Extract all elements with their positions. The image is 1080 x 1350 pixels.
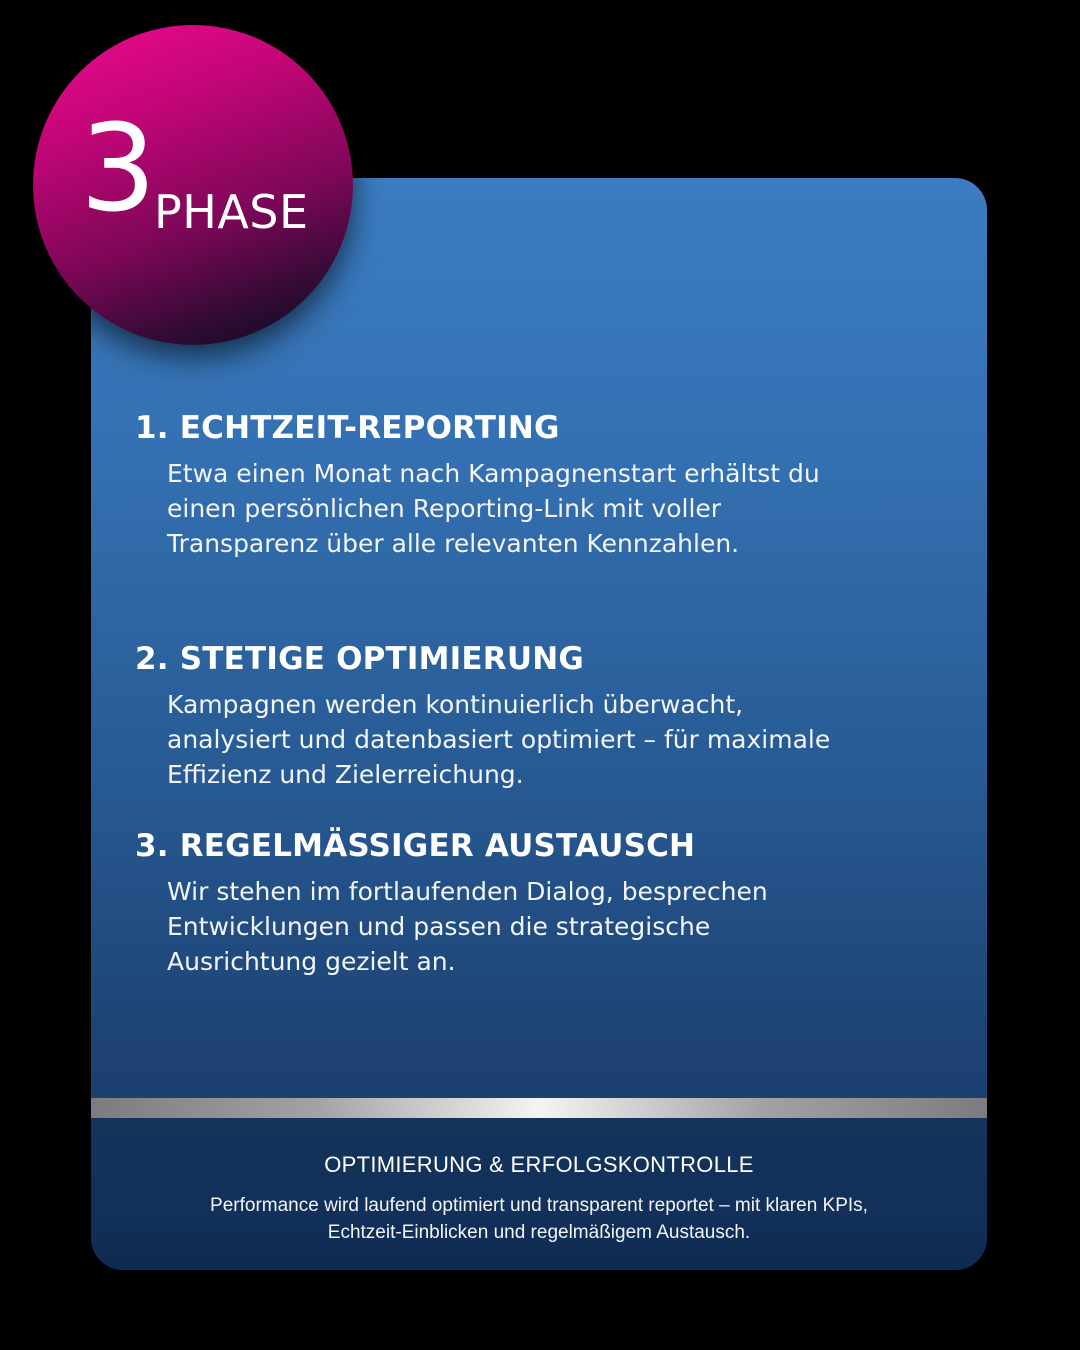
phase-badge xyxy=(33,25,353,345)
phase-label: PHASE xyxy=(154,185,309,239)
section-regelmaessiger-austausch xyxy=(135,826,857,979)
phase-card xyxy=(91,178,987,1270)
section-echtzeit-reporting xyxy=(135,408,857,561)
section-title: 2. STETIGE OPTIMIERUNG xyxy=(135,641,585,677)
section-body: Etwa einen Monat nach Kampagnenstart erhältst du einen persönlichen Reporting-Link mit voller Transparenz über alle relevanten Kennzahlen. xyxy=(167,459,820,558)
section-title: 1. ECHTZEIT-REPORTING xyxy=(135,410,560,446)
silver-divider xyxy=(91,1098,987,1118)
section-title: 3. REGELMÄSSIGER AUSTAUSCH xyxy=(135,828,696,864)
section-stetige-optimierung xyxy=(135,639,857,792)
footer-text: Performance wird laufend optimiert und transparent reportet – mit klaren KPIs, Echtzeit-Einblicken und regelmäßigem Austausch. xyxy=(210,1195,868,1243)
section-body: Kampagnen werden kontinuierlich überwacht, analysiert und datenbasiert optimiert – für maximale Effizienz und Zielerreichung. xyxy=(167,690,831,789)
section-body: Wir stehen im fortlaufenden Dialog, besprechen Entwicklungen und passen die strategische Ausrichtung gezielt an. xyxy=(167,877,768,976)
phase-number: 3 xyxy=(80,100,153,239)
card-footer xyxy=(91,1118,987,1270)
footer-title: OPTIMIERUNG & ERFOLGSKONTROLLE xyxy=(324,1152,754,1177)
